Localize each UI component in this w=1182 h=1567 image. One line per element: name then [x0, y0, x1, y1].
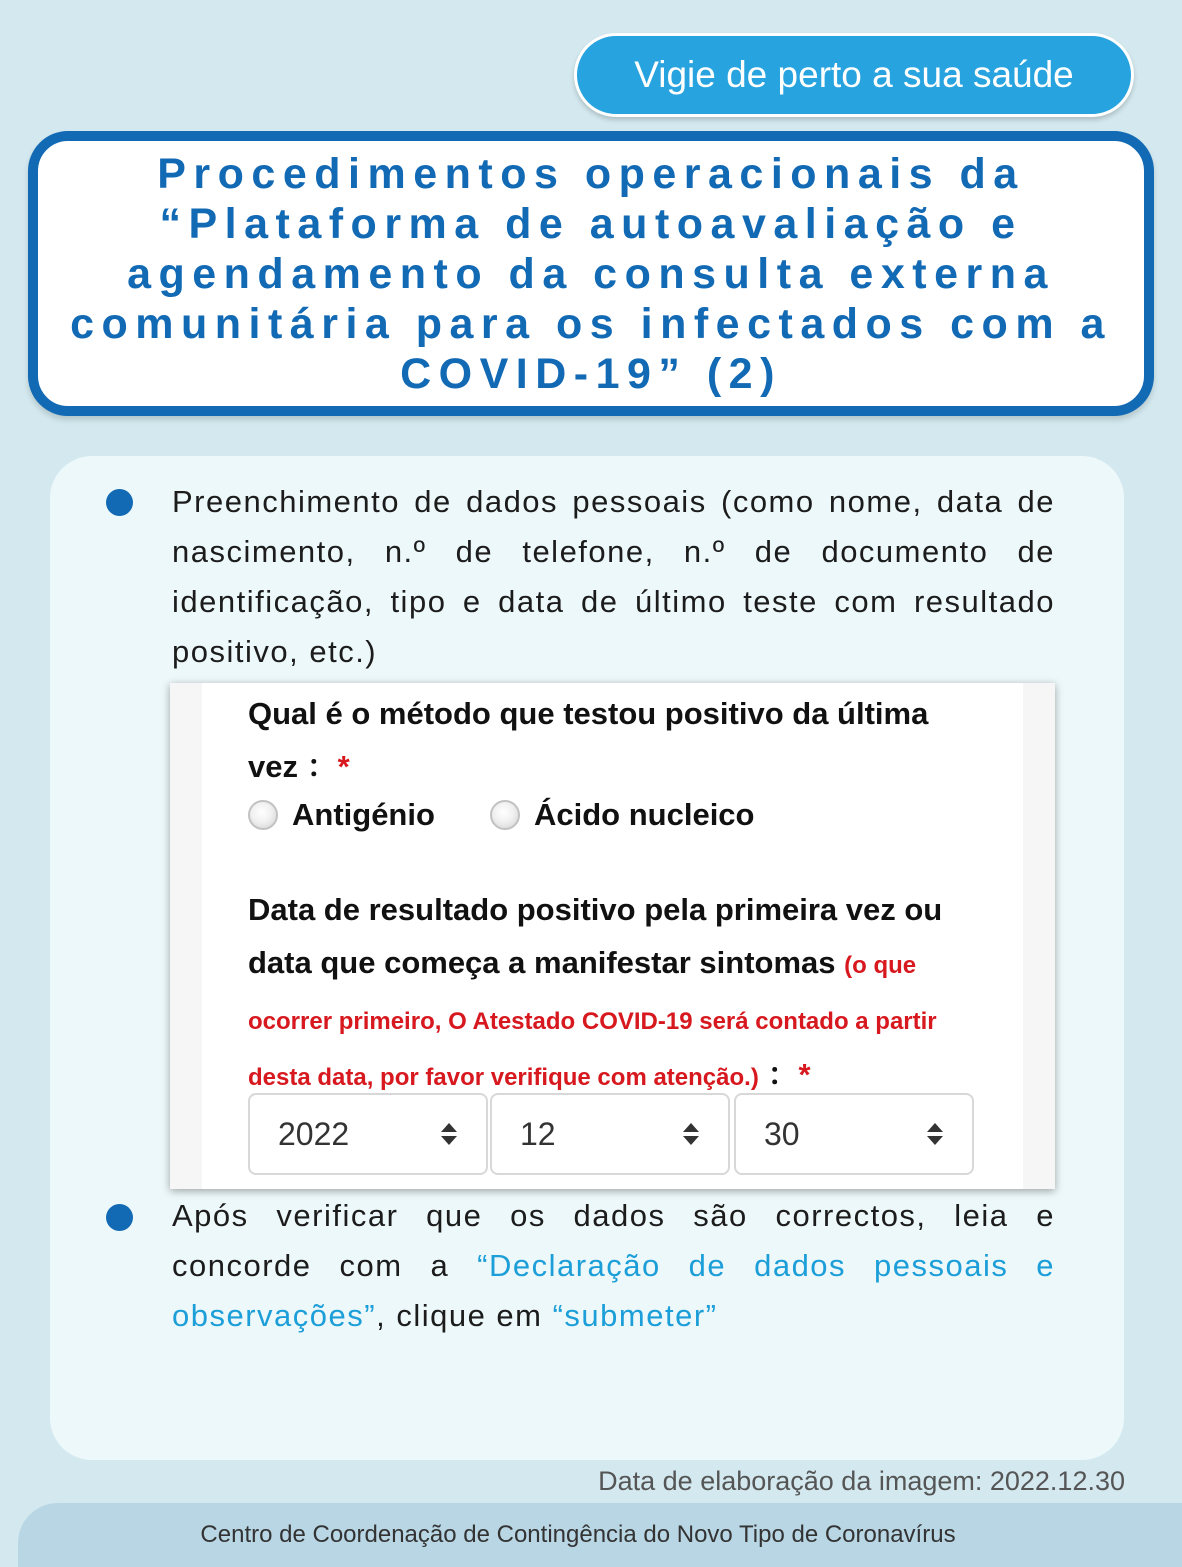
card-margin-left: [170, 683, 202, 1189]
declaration-link: “Declaração de dados pessoais e observações”: [172, 1248, 1055, 1333]
radio-option-nucleic-acid[interactable]: [490, 793, 754, 837]
spinner-arrows-icon: [926, 1121, 944, 1147]
radio-option-label: Ácido nucleico: [534, 797, 755, 832]
organization-name: Centro de Coordenação de Contingência do Novo Tipo de Coronavírus: [200, 1521, 956, 1548]
step-2-text-middle: , clique em: [376, 1298, 553, 1333]
bullet-icon: [106, 1204, 133, 1231]
spinner-arrows-icon: [440, 1121, 458, 1147]
day-value: 30: [764, 1115, 800, 1152]
step-2-text: [172, 1191, 1055, 1341]
question-test-method-label: Qual é o método que testou positivo da última vez: [248, 696, 929, 784]
tagline-badge: [574, 33, 1134, 117]
tagline-text: Vigie de perto a sua saúde: [634, 54, 1074, 95]
question-test-method: [248, 687, 948, 793]
step-2-text-before: Após verificar que os dados são correctos, leia e concorde com a: [172, 1198, 1055, 1283]
required-mark: *: [798, 1057, 811, 1092]
image-date: Data de elaboração da imagem: 2022.12.30: [598, 1466, 1125, 1496]
day-select[interactable]: [734, 1093, 974, 1175]
step-1-text: Preenchimento de dados pessoais (como nome, data de nascimento, n.º de telefone, n.º de documento de identificação, tipo e data de último teste com resultado positivo, etc.): [172, 484, 1055, 669]
submit-link: “submeter”: [552, 1298, 718, 1333]
month-value: 12: [520, 1115, 556, 1152]
required-mark: *: [337, 749, 350, 784]
radio-option-antigen[interactable]: [248, 793, 435, 837]
radio-button-icon[interactable]: [248, 800, 278, 830]
card-margin-right: [1023, 683, 1055, 1189]
title-box: [28, 131, 1154, 416]
radio-option-label: Antigénio: [292, 797, 435, 832]
bullet-icon: [106, 489, 133, 516]
form-screenshot: [170, 683, 1055, 1189]
year-value: 2022: [278, 1115, 350, 1152]
question-colon: ：: [306, 749, 338, 784]
spinner-arrows-icon: [682, 1121, 700, 1147]
question-positive-date: [248, 883, 983, 1104]
footer-bar: [18, 1503, 1182, 1567]
year-select[interactable]: [248, 1093, 488, 1175]
month-select[interactable]: [490, 1093, 730, 1175]
question-positive-date-note: (o que ocorrer primeiro, O Atestado COVID-19 será contado a partir desta data, por favor verifique com atenção.): [248, 952, 937, 1091]
question-colon: ：: [767, 1057, 799, 1092]
page-title: Procedimentos operacionais da “Plataforma de autoavaliação e agendamento da consulta externa comunitária para os infectados com a COVID-19” (2): [70, 149, 1112, 398]
radio-button-icon[interactable]: [490, 800, 520, 830]
question-positive-date-label: Data de resultado positivo pela primeira vez ou data que começa a manifestar sintomas: [248, 892, 943, 980]
